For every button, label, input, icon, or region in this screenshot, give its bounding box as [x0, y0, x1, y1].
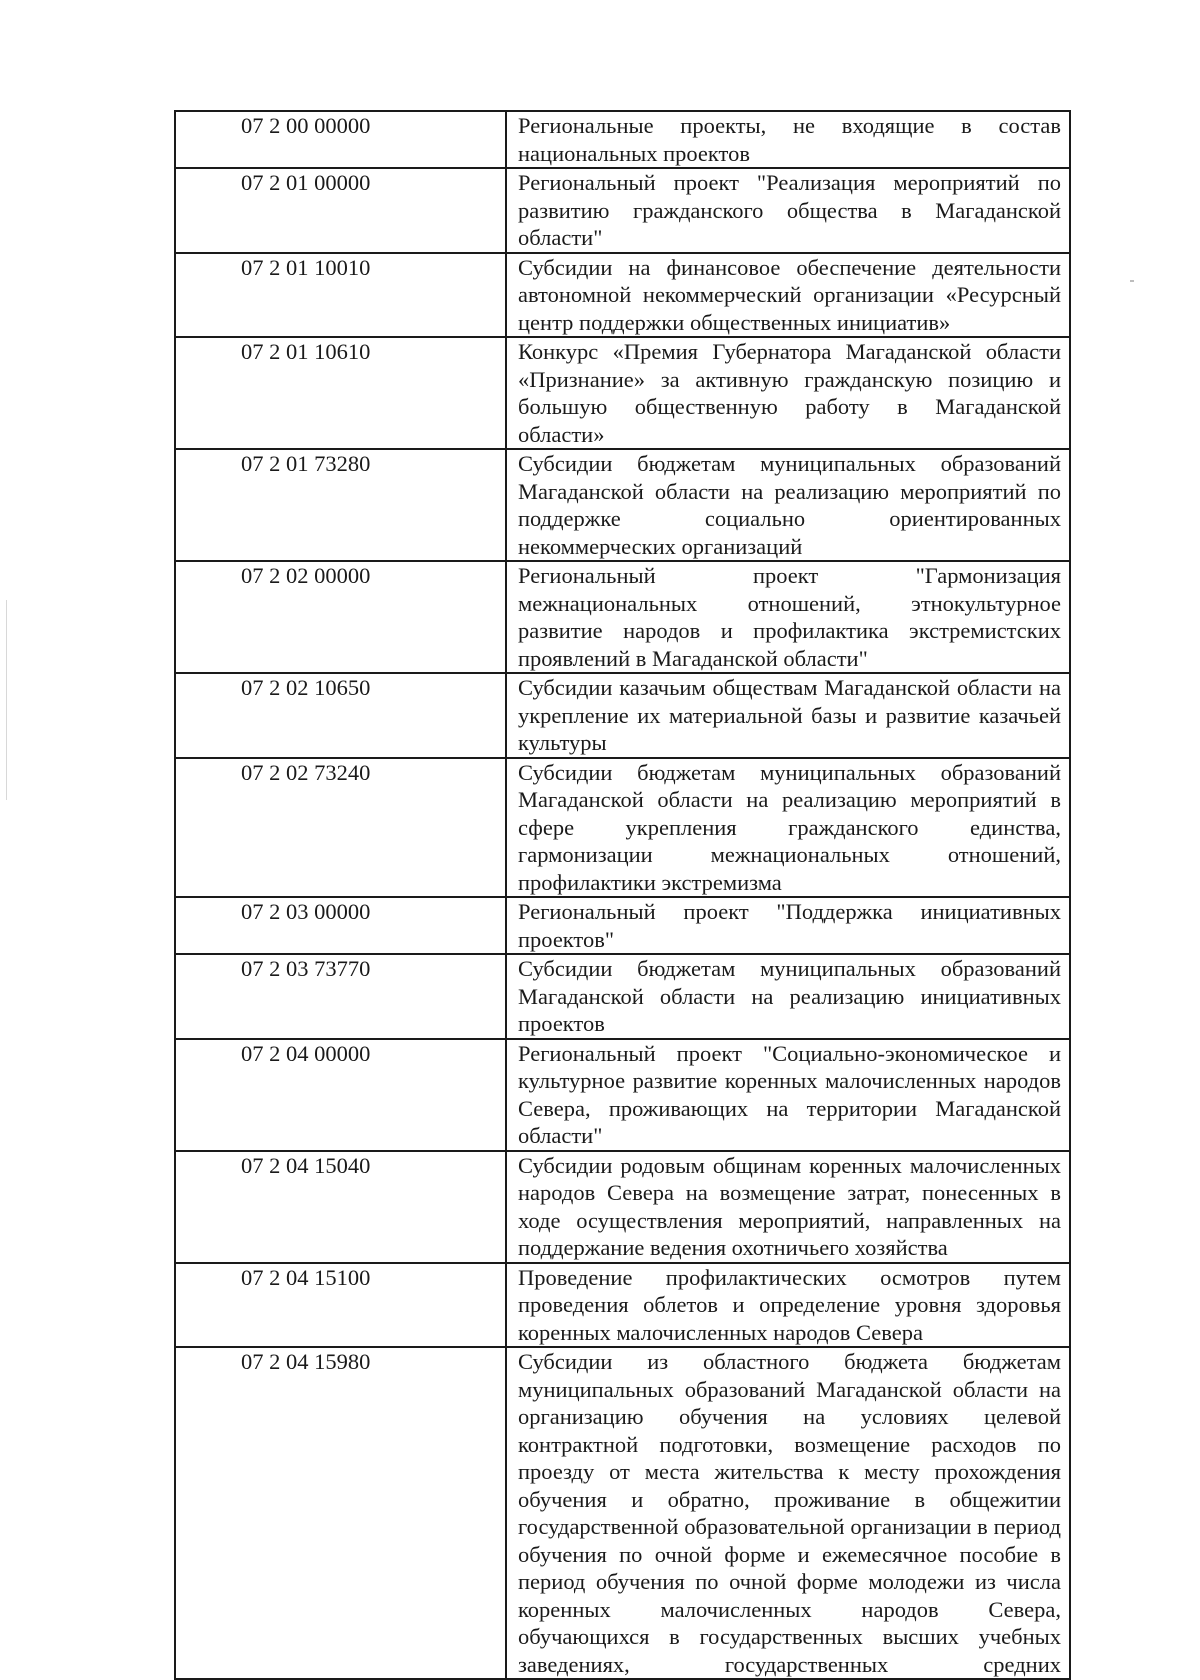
table-row: [175, 253, 1070, 338]
table-row: [175, 758, 1070, 898]
description-cell: Субсидии бюджетам муниципальных образований Магаданской области на реализацию инициативных проектов: [506, 954, 1070, 1039]
table-row: [175, 561, 1070, 673]
table-row: [175, 449, 1070, 561]
code-cell: 07 2 03 73770: [175, 954, 506, 1039]
code-cell: 07 2 01 73280: [175, 449, 506, 561]
code-cell: 07 2 02 10650: [175, 673, 506, 758]
code-cell: 07 2 01 10010: [175, 253, 506, 338]
description-cell: Региональный проект "Социально-экономическое и культурное развитие коренных малочисленных народов Севера, проживающих на территории Магаданской области": [506, 1039, 1070, 1151]
table-row: [175, 1263, 1070, 1348]
description-cell: Субсидии бюджетам муниципальных образований Магаданской области на реализацию мероприятий по поддержке социально ориентированных некоммерческих организаций: [506, 449, 1070, 561]
table-row: [175, 168, 1070, 253]
description-cell: Субсидии бюджетам муниципальных образований Магаданской области на реализацию мероприятий в сфере укрепления гражданского единства, гармонизации межнациональных отношений, профилактики экстремизма: [506, 758, 1070, 898]
table-row: [175, 1039, 1070, 1151]
code-cell: 07 2 04 15980: [175, 1347, 506, 1679]
table-row: [175, 897, 1070, 954]
table-row: [175, 673, 1070, 758]
code-cell: 07 2 04 15100: [175, 1263, 506, 1348]
scan-speck: [1130, 280, 1134, 282]
code-cell: 07 2 02 73240: [175, 758, 506, 898]
code-cell: 07 2 01 00000: [175, 168, 506, 253]
table-row: [175, 1347, 1070, 1679]
description-cell: Региональный проект "Реализация мероприятий по развитию гражданского общества в Магаданской области": [506, 168, 1070, 253]
budget-codes-table: [174, 110, 1071, 1680]
description-cell: Субсидии на финансовое обеспечение деятельности автономной некоммерческий организации «Ресурсный центр поддержки общественных инициатив»: [506, 253, 1070, 338]
scan-edge-mark: [6, 600, 7, 800]
description-cell: Субсидии родовым общинам коренных малочисленных народов Севера на возмещение затрат, понесенных в ходе осуществления мероприятий, направленных на поддержание ведения охотничьего хозяйства: [506, 1151, 1070, 1263]
table-row: [175, 111, 1070, 168]
description-cell: Региональный проект "Поддержка инициативных проектов": [506, 897, 1070, 954]
code-cell: 07 2 00 00000: [175, 111, 506, 168]
description-cell: Региональные проекты, не входящие в состав национальных проектов: [506, 111, 1070, 168]
description-cell: Субсидии казачьим обществам Магаданской области на укрепление их материальной базы и развитие казачьей культуры: [506, 673, 1070, 758]
description-cell: Конкурс «Премия Губернатора Магаданской области «Признание» за активную гражданскую позицию и большую общественную работу в Магаданской области»: [506, 337, 1070, 449]
code-cell: 07 2 04 15040: [175, 1151, 506, 1263]
code-cell: 07 2 01 10610: [175, 337, 506, 449]
table-row: [175, 1151, 1070, 1263]
code-cell: 07 2 03 00000: [175, 897, 506, 954]
code-cell: 07 2 02 00000: [175, 561, 506, 673]
description-cell: Субсидии из областного бюджета бюджетам муниципальных образований Магаданской области на организацию обучения на условиях целевой контрактной подготовки, возмещение расходов по проезду от места жительства к месту прохождения обучения и обратно, проживание в общежитии государственной образовательной организации в период обучения по очной форме и ежемесячное пособие в период обучения по очной форме молодежи из числа коренных малочисленных народов Севера, обучающихся в государственных высших учебных заведениях, государственных средних: [506, 1347, 1070, 1679]
description-cell: Проведение профилактических осмотров путем проведения облетов и определение уровня здоровья коренных малочисленных народов Севера: [506, 1263, 1070, 1348]
description-cell: Региональный проект "Гармонизация межнациональных отношений, этнокультурное развитие народов и профилактика экстремистских проявлений в Магаданской области": [506, 561, 1070, 673]
table-row: [175, 337, 1070, 449]
code-cell: 07 2 04 00000: [175, 1039, 506, 1151]
table-row: [175, 954, 1070, 1039]
